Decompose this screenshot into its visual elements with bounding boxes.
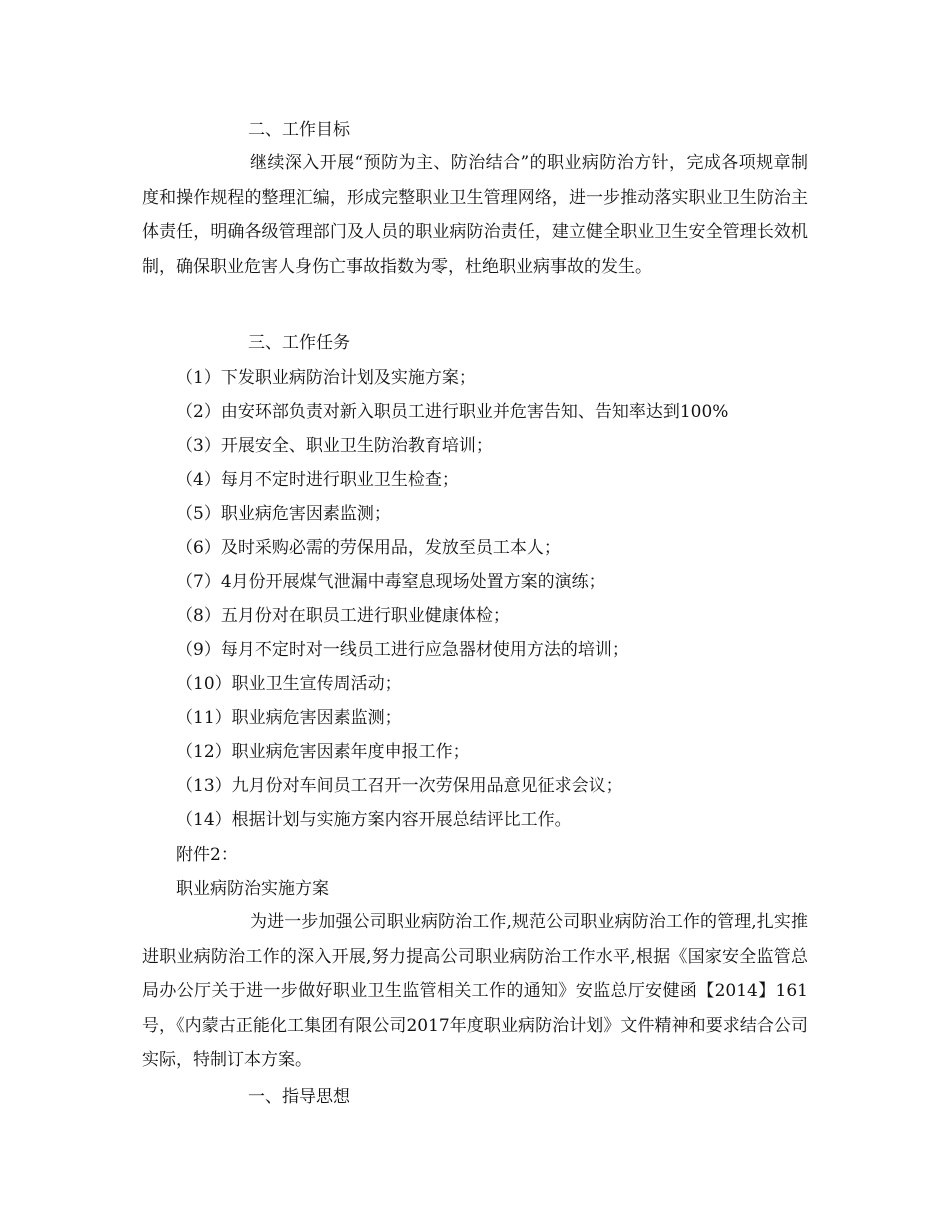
task-item: （13）九月份对车间员工召开一次劳保用品意见征求会议； [176,776,623,796]
attachment-title: 职业病防治实施方案 [176,879,329,899]
section-heading-tasks: 三、工作任务 [248,333,350,353]
task-item: （6）及时采购必需的劳保用品，发放至员工本人； [176,538,561,558]
task-item: （11）职业病危害因素监测； [176,708,402,728]
goals-paragraph: 继续深入开展“预防为主、防治结合”的职业病防治方针，完成各项规章制度和操作规程的整理汇编，形成完整职业卫生管理网络，进一步推动落实职业卫生防治主体责任，明确各级管理部门及人员的职业病防治责任，建立健全职业卫生安全管理长效机制，确保职业危害人身伤亡事故指数为零，杜绝职业病事故的发生。 [142,153,808,277]
task-item: （7）4月份开展煤气泄漏中毒窒息现场处置方案的演练； [176,572,606,592]
task-item: （12）职业病危害因素年度申报工作； [176,742,470,762]
task-item: （4）每月不定时进行职业卫生检查； [176,470,459,490]
task-item: （2）由安环部负责对新入职员工进行职业并危害告知、告知率达到100% [176,402,729,422]
task-item: （14）根据计划与实施方案内容开展总结评比工作。 [176,810,572,830]
task-item: （9）每月不定时对一线员工进行应急器材使用方法的培训； [176,640,629,660]
task-item: （1）下发职业病防治计划及实施方案； [176,368,476,388]
task-item: （5）职业病危害因素监测； [176,504,391,524]
task-item: （8）五月份对在职员工进行职业健康体检； [176,606,510,626]
section-heading-goals: 二、工作目标 [248,120,350,140]
section-heading-guiding-ideology: 一、指导思想 [248,1087,350,1107]
implementation-paragraph: 为进一步加强公司职业病防治工作,规范公司职业病防治工作的管理,扎实推进职业病防治工作的深入开展,努力提高公司职业病防治工作水平,根据《国家安全监管总局办公厅关于进一步做好职业卫生监管相关工作的通知》安监总厅安健函【2014】161号，《内蒙古正能化工集团有限公司2017年度职业病防治计划》文件精神和要求结合公司实际，特制订本方案。 [142,912,808,1070]
attachment-label: 附件2： [176,845,238,865]
task-item: （3）开展安全、职业卫生防治教育培训； [176,436,493,456]
task-item: （10）职业卫生宣传周活动； [176,674,402,694]
